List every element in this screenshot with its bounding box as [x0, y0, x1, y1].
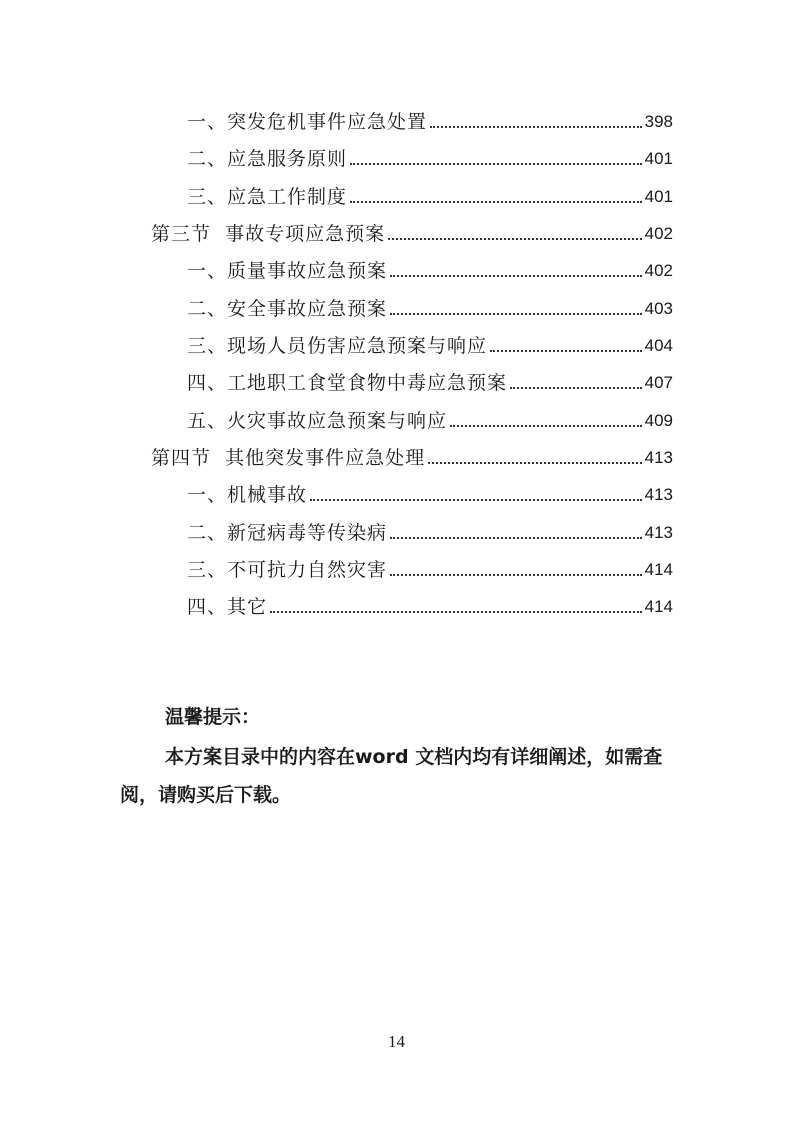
- toc-entry-label: 二、新冠病毒等传染病: [187, 522, 388, 544]
- toc-entry[interactable]: [187, 255, 673, 283]
- toc-section-entry[interactable]: [151, 442, 673, 470]
- toc-section-entry[interactable]: [151, 218, 673, 246]
- toc-entry-label: 五、火灾事故应急预案与响应: [187, 410, 448, 432]
- toc-dot-leader: [310, 498, 642, 501]
- notice-title: 温馨提示：: [165, 706, 261, 728]
- toc-dot-leader: [390, 573, 642, 576]
- toc-dot-leader: [390, 312, 642, 315]
- toc-dot-leader: [390, 274, 642, 277]
- toc-entry-label: 一、质量事故应急预案: [187, 260, 388, 282]
- toc-entry-page: 413: [644, 485, 673, 504]
- toc-entry[interactable]: [187, 405, 673, 433]
- toc-dot-leader: [390, 536, 642, 539]
- toc-entry[interactable]: [187, 591, 673, 619]
- toc-entry[interactable]: [187, 330, 673, 358]
- toc-entry-label: 第四节 其他突发事件应急处理: [151, 447, 426, 469]
- toc-entry-page: 402: [644, 261, 673, 280]
- toc-dot-leader: [450, 424, 642, 427]
- toc-entry-page: 407: [644, 373, 673, 392]
- toc-entry-label: 四、工地职工食堂食物中毒应急预案: [187, 372, 508, 394]
- toc-dot-leader: [430, 125, 642, 128]
- toc-entry-label: 三、不可抗力自然灾害: [187, 559, 388, 581]
- toc-dot-leader: [270, 610, 642, 613]
- toc-entry[interactable]: [187, 367, 673, 395]
- toc-entry-label: 三、现场人员伤害应急预案与响应: [187, 335, 488, 357]
- toc-entry[interactable]: [187, 181, 673, 209]
- toc-entry-page: 413: [644, 523, 673, 542]
- toc-entry-page: 414: [644, 597, 673, 616]
- toc-entry-page: 413: [644, 448, 673, 467]
- toc-entry-label: 一、机械事故: [187, 484, 308, 506]
- toc-dot-leader: [490, 349, 642, 352]
- toc-entry-page: 401: [644, 187, 673, 206]
- toc-entry-page: 409: [644, 411, 673, 430]
- toc-entry-page: 398: [644, 112, 673, 131]
- toc-entry[interactable]: [187, 479, 673, 507]
- toc-entry-page: 414: [644, 560, 673, 579]
- toc-entry[interactable]: [187, 143, 673, 171]
- toc-entry-page: 401: [644, 149, 673, 168]
- toc-entry[interactable]: [187, 554, 673, 582]
- toc-dot-leader: [510, 386, 642, 389]
- toc-dot-leader: [388, 237, 642, 240]
- toc-entry-label: 一、突发危机事件应急处置: [187, 111, 428, 133]
- toc-entry[interactable]: [187, 106, 673, 134]
- toc-entry[interactable]: [187, 517, 673, 545]
- toc-entry-label: 二、安全事故应急预案: [187, 298, 388, 320]
- toc-entry-page: 402: [644, 224, 673, 243]
- toc-dot-leader: [350, 162, 642, 165]
- page-number: 14: [388, 1032, 405, 1051]
- toc-entry-label: 四、其它: [187, 596, 268, 618]
- toc-dot-leader: [350, 200, 642, 203]
- toc-entry-label: 第三节 事故专项应急预案: [151, 223, 386, 245]
- toc-entry-label: 二、应急服务原则: [187, 148, 348, 170]
- toc-entry-page: 404: [644, 336, 673, 355]
- toc-entry[interactable]: [187, 293, 673, 321]
- toc-entry-page: 403: [644, 299, 673, 318]
- toc-dot-leader: [428, 461, 642, 464]
- notice-body: 本方案目录中的内容在word 文档内均有详细阐述，如需查阅，请购买后下载。: [120, 746, 663, 806]
- toc-entry-label: 三、应急工作制度: [187, 186, 348, 208]
